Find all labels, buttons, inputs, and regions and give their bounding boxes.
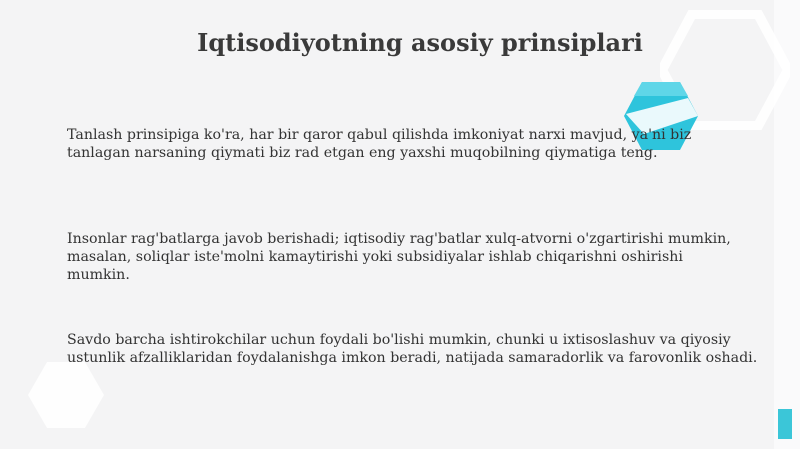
paragraph-2 <box>67 230 767 284</box>
slide-title: Iqtisodiyotning asosiy prinsiplari <box>197 28 643 57</box>
paragraph-line: mumkin. <box>67 267 130 283</box>
hexagon-white-icon <box>28 360 104 430</box>
paragraph-line: masalan, soliqlar iste'molni kamaytirishi yoki subsidiyalar ishlab chiqarishni oshirishi <box>67 249 683 265</box>
paragraph-line: Savdo barcha ishtirokchilar uchun foydali bo'lishi mumkin, chunki u ixtisoslashuv va qiyosiy <box>67 332 731 348</box>
paragraph-line: Insonlar rag'batlarga javob berishadi; iqtisodiy rag'batlar xulq-atvorni o'zgartirishi mumkin, <box>67 231 731 247</box>
paragraph-line: Tanlash prinsipiga ko'ra, har bir qaror qabul qilishda imkoniyat narxi mavjud, ya'ni biz <box>67 127 692 143</box>
paragraph-1 <box>67 126 767 162</box>
paragraph-line: tanlagan narsaning qiymati biz rad etgan eng yaxshi muqobilning qiymatiga teng. <box>67 145 658 161</box>
paragraph-3 <box>67 331 767 367</box>
accent-bar <box>778 409 792 439</box>
paragraph-line: ustunlik afzalliklaridan foydalanishga imkon beradi, natijada samaradorlik va farovonlik oshadi. <box>67 350 758 366</box>
